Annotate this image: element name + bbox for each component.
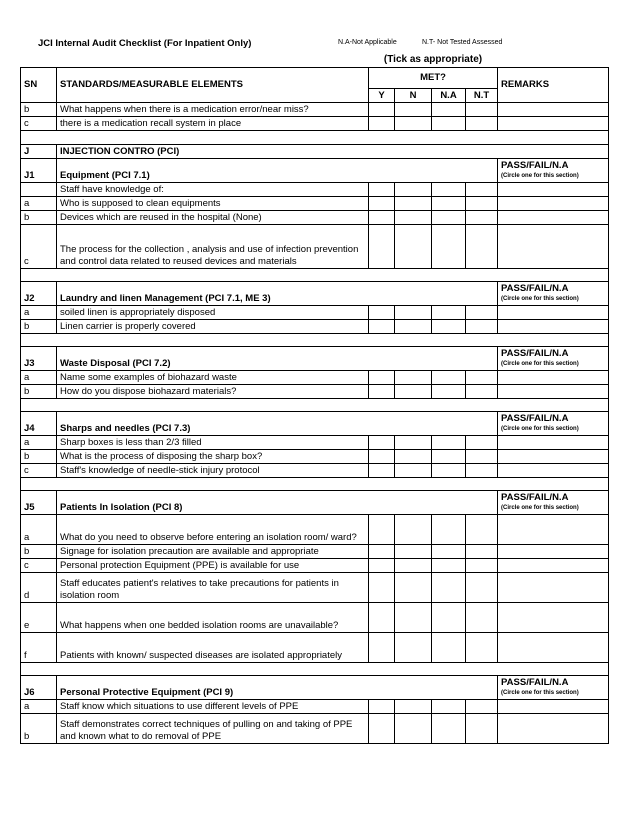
sn-cell: b <box>21 385 57 399</box>
tick-nt-cell[interactable] <box>466 603 498 633</box>
standard-cell: Who is supposed to clean equipments <box>57 197 369 211</box>
col-n: N <box>395 89 432 103</box>
checklist-row <box>21 603 609 633</box>
remarks-cell[interactable] <box>498 320 609 334</box>
spacer-cell <box>21 131 609 145</box>
section-title-cell: Equipment (PCI 7.1) <box>57 159 498 183</box>
sn-cell: b <box>21 211 57 225</box>
checklist-table <box>20 67 609 744</box>
checklist-row <box>21 559 609 573</box>
pass-fail-label: PASS/FAIL/N.A <box>501 492 569 503</box>
spacer-row <box>21 663 609 676</box>
sn-cell: b <box>21 320 57 334</box>
tick-na-cell[interactable] <box>432 197 466 211</box>
standard-cell: Staff's knowledge of needle-stick injury protocol <box>57 464 369 478</box>
remarks-cell[interactable] <box>498 714 609 744</box>
section-title-cell: INJECTION CONTRO (PCI) <box>57 145 609 159</box>
circle-instruction: (Circle one for this section) <box>501 361 579 367</box>
standard-cell: Patients with known/ suspected diseases are isolated appropriately <box>57 633 369 663</box>
checklist-row <box>21 385 609 399</box>
tick-n-cell[interactable] <box>395 515 432 545</box>
tick-n-cell[interactable] <box>395 603 432 633</box>
tick-y-cell[interactable] <box>369 700 395 714</box>
checklist-row <box>21 320 609 334</box>
tick-y-cell[interactable] <box>369 183 395 197</box>
pass-fail-cell[interactable] <box>498 676 609 700</box>
checklist-row <box>21 700 609 714</box>
nt-legend: N.T- Not Tested Assessed <box>422 39 503 46</box>
tick-n-cell[interactable] <box>395 700 432 714</box>
col-y: Y <box>369 89 395 103</box>
sn-cell: a <box>21 197 57 211</box>
tick-y-cell[interactable] <box>369 515 395 545</box>
remarks-cell[interactable] <box>498 436 609 450</box>
standard-cell: Signage for isolation precaution are available and appropriate <box>57 545 369 559</box>
standard-cell: How do you dispose biohazard materials? <box>57 385 369 399</box>
spacer-row <box>21 334 609 347</box>
sn-cell: c <box>21 117 57 131</box>
page-header <box>0 38 638 52</box>
tick-y-cell[interactable] <box>369 211 395 225</box>
tick-nt-cell[interactable] <box>466 225 498 269</box>
remarks-cell[interactable] <box>498 225 609 269</box>
checklist-row <box>21 545 609 559</box>
checklist-body <box>21 103 609 744</box>
circle-instruction: (Circle one for this section) <box>501 426 579 432</box>
spacer-row <box>21 269 609 282</box>
tick-n-cell[interactable] <box>395 464 432 478</box>
tick-nt-cell[interactable] <box>466 385 498 399</box>
remarks-cell[interactable] <box>498 515 609 545</box>
pass-fail-cell[interactable] <box>498 491 609 515</box>
remarks-cell[interactable] <box>498 371 609 385</box>
remarks-cell[interactable] <box>498 103 609 117</box>
spacer-row <box>21 399 609 412</box>
tick-n-cell[interactable] <box>395 183 432 197</box>
tick-y-cell[interactable] <box>369 714 395 744</box>
checklist-row <box>21 371 609 385</box>
sn-cell: b <box>21 103 57 117</box>
spacer-cell <box>21 663 609 676</box>
section-title-cell: Sharps and needles (PCI 7.3) <box>57 412 498 436</box>
remarks-cell[interactable] <box>498 183 609 197</box>
tick-na-cell[interactable] <box>432 714 466 744</box>
checklist-row <box>21 436 609 450</box>
tick-nt-cell[interactable] <box>466 197 498 211</box>
sn-cell: d <box>21 573 57 603</box>
tick-n-cell[interactable] <box>395 306 432 320</box>
tick-y-cell[interactable] <box>369 559 395 573</box>
tick-nt-cell[interactable] <box>466 117 498 131</box>
tick-na-cell[interactable] <box>432 371 466 385</box>
tick-n-cell[interactable] <box>395 225 432 269</box>
pass-fail-cell[interactable] <box>498 347 609 371</box>
sn-cell <box>21 183 57 197</box>
standard-cell: Staff demonstrates correct techniques of pulling on and taking of PPE and known what to do removal of PPE <box>57 714 369 744</box>
tick-y-cell[interactable] <box>369 464 395 478</box>
tick-y-cell[interactable] <box>369 117 395 131</box>
tick-na-cell[interactable] <box>432 117 466 131</box>
standard-cell: Name some examples of biohazard waste <box>57 371 369 385</box>
tick-y-cell[interactable] <box>369 103 395 117</box>
tick-n-cell[interactable] <box>395 117 432 131</box>
tick-nt-cell[interactable] <box>466 515 498 545</box>
tick-nt-cell[interactable] <box>466 714 498 744</box>
sn-cell: J4 <box>21 412 57 436</box>
standard-cell: Staff have knowledge of: <box>57 183 369 197</box>
standard-cell: Personal protection Equipment (PPE) is available for use <box>57 559 369 573</box>
tick-nt-cell[interactable] <box>466 633 498 663</box>
standard-cell: The process for the collection , analysis and use of infection prevention and control data related to reused devices and materials <box>57 225 369 269</box>
checklist-row <box>21 225 609 269</box>
tick-nt-cell[interactable] <box>466 700 498 714</box>
section-row <box>21 676 609 700</box>
tick-y-cell[interactable] <box>369 603 395 633</box>
tick-y-cell[interactable] <box>369 436 395 450</box>
tick-nt-cell[interactable] <box>466 306 498 320</box>
sn-cell: J <box>21 145 57 159</box>
spacer-cell <box>21 334 609 347</box>
checklist-row <box>21 117 609 131</box>
sn-cell: b <box>21 545 57 559</box>
standard-cell: What do you need to observe before entering an isolation room/ ward? <box>57 515 369 545</box>
sn-cell: J6 <box>21 676 57 700</box>
circle-instruction: (Circle one for this section) <box>501 505 579 511</box>
tick-n-cell[interactable] <box>395 211 432 225</box>
tick-nt-cell[interactable] <box>466 464 498 478</box>
col-met: MET? <box>369 68 498 89</box>
spacer-row <box>21 478 609 491</box>
circle-instruction: (Circle one for this section) <box>501 173 579 179</box>
tick-na-cell[interactable] <box>432 385 466 399</box>
tick-na-cell[interactable] <box>432 436 466 450</box>
checklist-row <box>21 197 609 211</box>
col-standards: STANDARDS/MEASURABLE ELEMENTS <box>57 68 369 103</box>
remarks-cell[interactable] <box>498 450 609 464</box>
sn-cell: f <box>21 633 57 663</box>
tick-n-cell[interactable] <box>395 385 432 399</box>
pass-fail-label: PASS/FAIL/N.A <box>501 348 569 359</box>
remarks-cell[interactable] <box>498 559 609 573</box>
tick-na-cell[interactable] <box>432 515 466 545</box>
tick-nt-cell[interactable] <box>466 183 498 197</box>
tick-nt-cell[interactable] <box>466 103 498 117</box>
standard-cell: there is a medication recall system in place <box>57 117 369 131</box>
tick-nt-cell[interactable] <box>466 211 498 225</box>
checklist-row <box>21 183 609 197</box>
tick-instruction: (Tick as appropriate) <box>383 54 483 65</box>
tick-na-cell[interactable] <box>432 573 466 603</box>
sn-cell: a <box>21 371 57 385</box>
remarks-cell[interactable] <box>498 633 609 663</box>
tick-n-cell[interactable] <box>395 559 432 573</box>
section-row <box>21 282 609 306</box>
section-title-cell: Laundry and linen Management (PCI 7.1, ME 3) <box>57 282 498 306</box>
col-nt: N.T <box>466 89 498 103</box>
tick-na-cell[interactable] <box>432 306 466 320</box>
standard-cell: soiled linen is appropriately disposed <box>57 306 369 320</box>
col-na: N.A <box>432 89 466 103</box>
sn-cell: e <box>21 603 57 633</box>
tick-na-cell[interactable] <box>432 559 466 573</box>
checklist-row <box>21 573 609 603</box>
tick-na-cell[interactable] <box>432 103 466 117</box>
checklist-row <box>21 714 609 744</box>
pass-fail-cell[interactable] <box>498 412 609 436</box>
checklist-row <box>21 306 609 320</box>
checklist-row <box>21 464 609 478</box>
remarks-cell[interactable] <box>498 117 609 131</box>
remarks-cell[interactable] <box>498 464 609 478</box>
pass-fail-label: PASS/FAIL/N.A <box>501 283 569 294</box>
sn-cell: a <box>21 436 57 450</box>
section-row <box>21 412 609 436</box>
circle-instruction: (Circle one for this section) <box>501 690 579 696</box>
tick-na-cell[interactable] <box>432 211 466 225</box>
standard-cell: Devices which are reused in the hospital (None) <box>57 211 369 225</box>
tick-na-cell[interactable] <box>432 545 466 559</box>
pass-fail-cell[interactable] <box>498 159 609 183</box>
col-sn: SN <box>21 68 57 103</box>
remarks-cell[interactable] <box>498 603 609 633</box>
spacer-cell <box>21 478 609 491</box>
tick-na-cell[interactable] <box>432 320 466 334</box>
spacer-cell <box>21 399 609 412</box>
section-row <box>21 159 609 183</box>
pass-fail-label: PASS/FAIL/N.A <box>501 677 569 688</box>
tick-y-cell[interactable] <box>369 306 395 320</box>
pass-fail-label: PASS/FAIL/N.A <box>501 160 569 171</box>
tick-y-cell[interactable] <box>369 225 395 269</box>
pass-fail-label: PASS/FAIL/N.A <box>501 413 569 424</box>
tick-y-cell[interactable] <box>369 371 395 385</box>
sn-cell: a <box>21 700 57 714</box>
standard-cell: Sharp boxes is less than 2/3 filled <box>57 436 369 450</box>
section-title-row <box>21 145 609 159</box>
tick-n-cell[interactable] <box>395 714 432 744</box>
tick-nt-cell[interactable] <box>466 436 498 450</box>
remarks-cell[interactable] <box>498 197 609 211</box>
section-title-cell: Personal Protective Equipment (PCI 9) <box>57 676 498 700</box>
sn-cell: c <box>21 464 57 478</box>
remarks-cell[interactable] <box>498 306 609 320</box>
tick-n-cell[interactable] <box>395 450 432 464</box>
sn-cell: b <box>21 714 57 744</box>
sn-cell: J5 <box>21 491 57 515</box>
checklist-row <box>21 103 609 117</box>
checklist-row <box>21 633 609 663</box>
sn-cell: J2 <box>21 282 57 306</box>
spacer-cell <box>21 269 609 282</box>
sn-cell: c <box>21 559 57 573</box>
checklist-row <box>21 211 609 225</box>
header-row <box>21 68 609 89</box>
tick-n-cell[interactable] <box>395 436 432 450</box>
tick-y-cell[interactable] <box>369 197 395 211</box>
sn-cell: a <box>21 306 57 320</box>
document-title: JCI Internal Audit Checklist (For Inpatient Only) <box>38 38 252 49</box>
standard-cell: What happens when one bedded isolation rooms are unavailable? <box>57 603 369 633</box>
spacer-row <box>21 131 609 145</box>
remarks-cell[interactable] <box>498 545 609 559</box>
sn-cell: a <box>21 515 57 545</box>
circle-instruction: (Circle one for this section) <box>501 296 579 302</box>
tick-n-cell[interactable] <box>395 545 432 559</box>
tick-na-cell[interactable] <box>432 603 466 633</box>
remarks-cell[interactable] <box>498 700 609 714</box>
section-row <box>21 491 609 515</box>
tick-na-cell[interactable] <box>432 183 466 197</box>
standard-cell: What is the process of disposing the sharp box? <box>57 450 369 464</box>
sn-cell: J1 <box>21 159 57 183</box>
section-row <box>21 347 609 371</box>
tick-na-cell[interactable] <box>432 464 466 478</box>
tick-nt-cell[interactable] <box>466 450 498 464</box>
standard-cell: Staff educates patient's relatives to take precautions for patients in isolation room <box>57 573 369 603</box>
tick-nt-cell[interactable] <box>466 573 498 603</box>
tick-n-cell[interactable] <box>395 320 432 334</box>
pass-fail-cell[interactable] <box>498 282 609 306</box>
tick-y-cell[interactable] <box>369 385 395 399</box>
sn-cell: b <box>21 450 57 464</box>
tick-na-cell[interactable] <box>432 633 466 663</box>
tick-y-cell[interactable] <box>369 573 395 603</box>
tick-y-cell[interactable] <box>369 633 395 663</box>
checklist-row <box>21 515 609 545</box>
tick-n-cell[interactable] <box>395 197 432 211</box>
tick-n-cell[interactable] <box>395 633 432 663</box>
tick-na-cell[interactable] <box>432 700 466 714</box>
standard-cell: Linen carrier is properly covered <box>57 320 369 334</box>
tick-y-cell[interactable] <box>369 545 395 559</box>
tick-na-cell[interactable] <box>432 225 466 269</box>
na-legend: N.A-Not Applicable <box>338 39 397 46</box>
col-remarks: REMARKS <box>498 68 609 103</box>
tick-nt-cell[interactable] <box>466 320 498 334</box>
sn-cell: J3 <box>21 347 57 371</box>
standard-cell: Staff know which situations to use different levels of PPE <box>57 700 369 714</box>
tick-n-cell[interactable] <box>395 371 432 385</box>
tick-nt-cell[interactable] <box>466 545 498 559</box>
tick-n-cell[interactable] <box>395 573 432 603</box>
tick-nt-cell[interactable] <box>466 371 498 385</box>
remarks-cell[interactable] <box>498 385 609 399</box>
tick-y-cell[interactable] <box>369 320 395 334</box>
tick-na-cell[interactable] <box>432 450 466 464</box>
checklist-row <box>21 450 609 464</box>
sn-cell: c <box>21 225 57 269</box>
tick-y-cell[interactable] <box>369 450 395 464</box>
tick-nt-cell[interactable] <box>466 559 498 573</box>
section-title-cell: Waste Disposal (PCI 7.2) <box>57 347 498 371</box>
remarks-cell[interactable] <box>498 211 609 225</box>
standard-cell: What happens when there is a medication error/near miss? <box>57 103 369 117</box>
remarks-cell[interactable] <box>498 573 609 603</box>
tick-n-cell[interactable] <box>395 103 432 117</box>
section-title-cell: Patients In Isolation (PCI 8) <box>57 491 498 515</box>
